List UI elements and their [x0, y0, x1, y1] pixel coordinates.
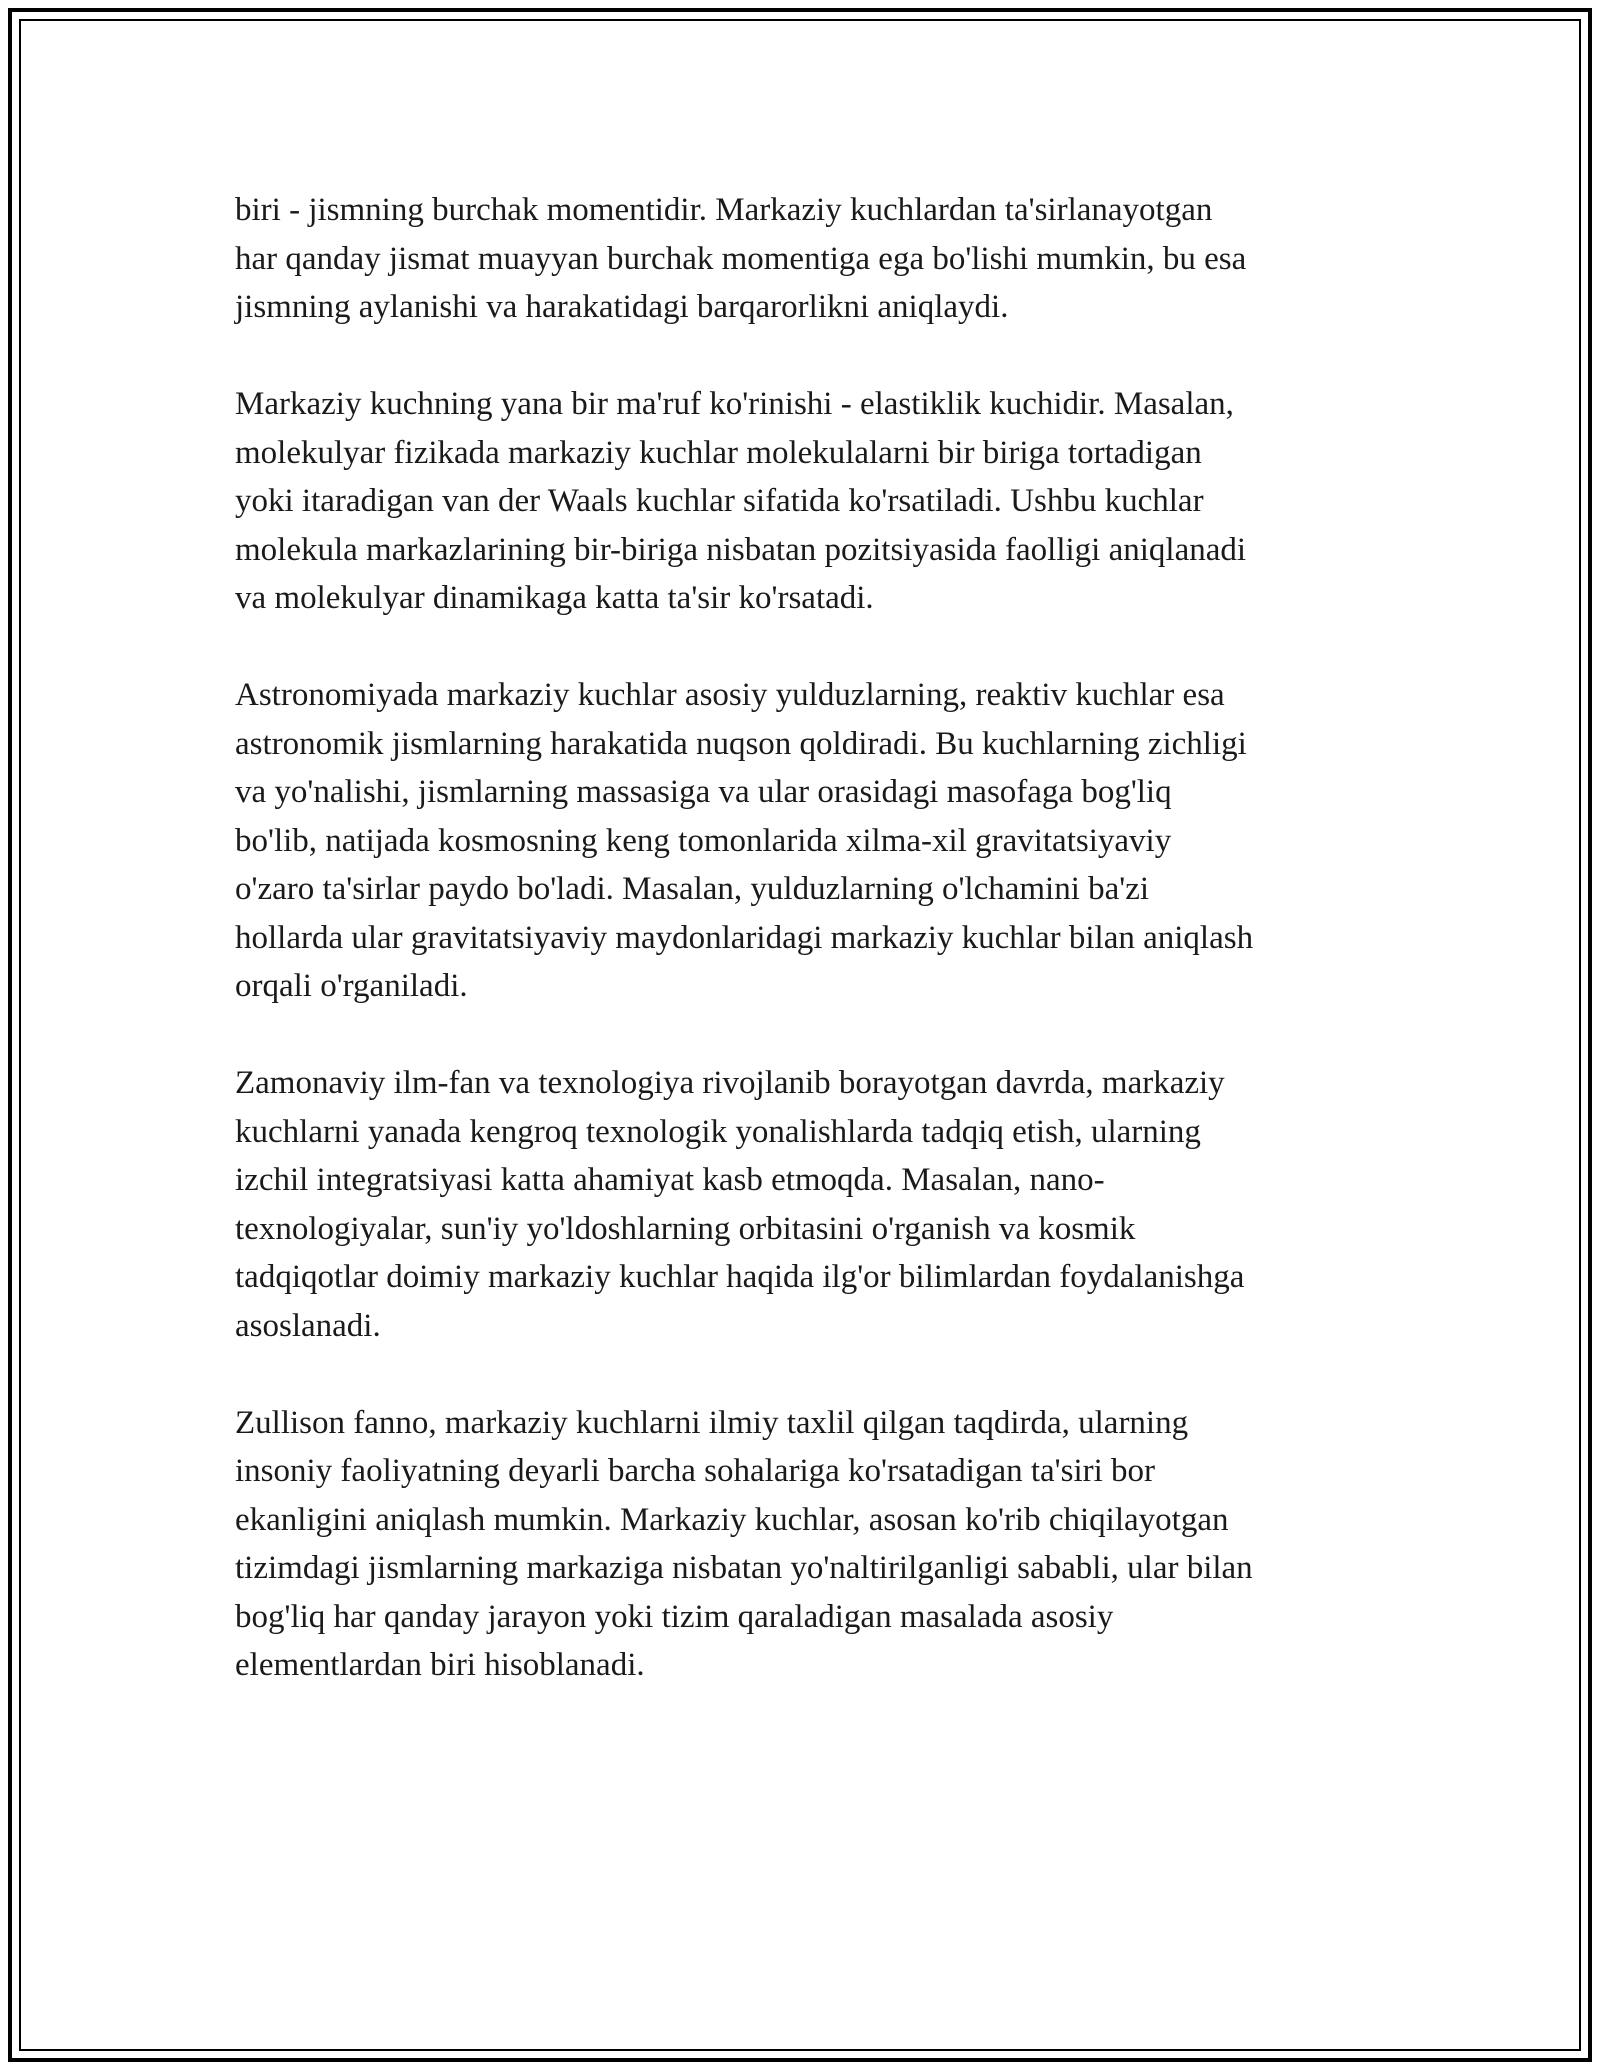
- paragraph: [235, 1399, 1375, 1690]
- paragraph: [235, 1059, 1375, 1350]
- text-line: tadqiqotlar doimiy markaziy kuchlar haqida ilg'or bilimlardan foydalanishga: [235, 1259, 1245, 1295]
- text-line: hollarda ular gravitatsiyaviy maydonlaridagi markaziy kuchlar bilan aniqlash: [235, 919, 1254, 956]
- text-line: Markaziy kuchning yana bir ma'ruf ko'rinishi - elastiklik kuchidir. Masalan,: [235, 386, 1234, 422]
- text-line: yoki itaradigan van der Waals kuchlar sifatida ko'rsatiladi. Ushbu kuchlar: [235, 483, 1204, 519]
- text-line: insoniy faoliyatning deyarli barcha sohalariga ko'rsatadigan ta'siri bor: [235, 1453, 1156, 1489]
- text-line: asoslanadi.: [235, 1307, 381, 1344]
- paragraph: [235, 186, 1375, 332]
- text-line: biri - jismning burchak momentidir. Markaziy kuchlardan ta'sirlanayotgan: [235, 192, 1213, 228]
- paragraph: [235, 380, 1375, 623]
- text-line: tizimdagi jismlarning markaziga nisbatan yo'naltirilganligi sababli, ular bilan: [235, 1550, 1253, 1586]
- text-line: Zullison fanno, markaziy kuchlarni ilmiy taxlil qilgan taqdirda, ularning: [235, 1404, 1189, 1441]
- text-line: har qanday jismat muayyan burchak momentiga ega bo'lishi mumkin, bu esa: [235, 240, 1247, 277]
- text-line: bog'liq har qanday jarayon yoki tizim qaraladigan masalada asosiy: [235, 1598, 1114, 1635]
- text-line: va yo'nalishi, jismlarning massasiga va ular orasidagi masofaga bog'liq: [235, 774, 1172, 810]
- text-line: jismning aylanishi va harakatidagi barqarorlikni aniqlaydi.: [235, 289, 1009, 325]
- text-line: o'zaro ta'sirlar paydo bo'ladi. Masalan, yulduzlarning o'lchamini ba'zi: [235, 871, 1150, 907]
- text-line: bo'lib, natijada kosmosning keng tomonlarida xilma-xil gravitatsiyaviy: [235, 822, 1172, 859]
- text-line: va molekulyar dinamikaga katta ta'sir ko'rsatadi.: [235, 580, 874, 616]
- document-body: [235, 186, 1375, 1738]
- text-line: izchil integratsiyasi katta ahamiyat kasb etmoqda. Masalan, nano-: [235, 1162, 1105, 1198]
- text-line: Astronomiyada markaziy kuchlar asosiy yulduzlarning, reaktiv kuchlar esa: [235, 677, 1225, 713]
- text-line: molekulyar fizikada markaziy kuchlar molekulalarni bir biriga tortadigan: [235, 434, 1202, 471]
- text-line: elementlardan biri hisoblanadi.: [235, 1647, 645, 1683]
- text-line: texnologiyalar, sun'iy yo'ldoshlarning orbitasini o'rganish va kosmik: [235, 1210, 1136, 1247]
- paragraph: [235, 671, 1375, 1011]
- text-line: astronomik jismlarning harakatida nuqson qoldiradi. Bu kuchlarning zichligi: [235, 725, 1247, 762]
- text-line: kuchlarni yanada kengroq texnologik yonalishlarda tadqiq etish, ularning: [235, 1113, 1201, 1150]
- text-line: Zamonaviy ilm-fan va texnologiya rivojlanib borayotgan davrda, markaziy: [235, 1065, 1225, 1101]
- text-line: molekula markazlarining bir-biriga nisbatan pozitsiyasida faolligi aniqlanadi: [235, 531, 1247, 568]
- text-line: orqali o'rganiladi.: [235, 968, 468, 1004]
- text-line: ekanligini aniqlash mumkin. Markaziy kuchlar, asosan ko'rib chiqilayotgan: [235, 1501, 1229, 1538]
